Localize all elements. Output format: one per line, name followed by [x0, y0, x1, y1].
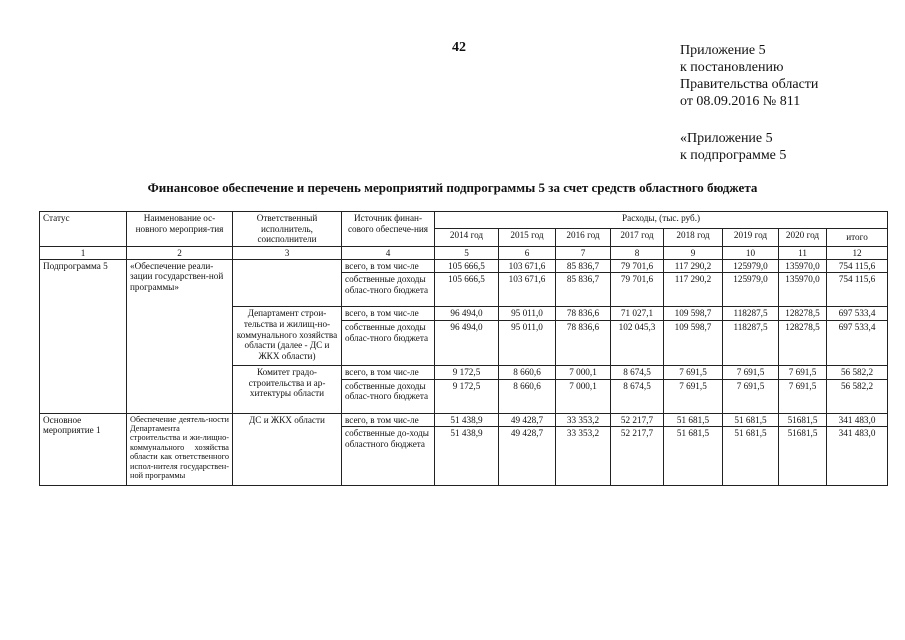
- executor-cell: ДС и ЖКХ области: [233, 413, 342, 486]
- value-cell: 96 494,0: [435, 307, 499, 321]
- value-cell: 51 681,5: [664, 427, 723, 486]
- appendix-block: [680, 42, 818, 110]
- header-executor: Ответственный исполнитель, соисполнители: [233, 212, 342, 247]
- page-number: 42: [452, 40, 466, 55]
- value-cell: 56 582,2: [827, 379, 888, 413]
- source-cell: всего, в том чис-ле: [342, 365, 435, 379]
- column-number: 4: [342, 246, 435, 259]
- value-cell: 7 691,5: [723, 379, 779, 413]
- value-cell: 118287,5: [723, 320, 779, 365]
- source-cell: всего, в том чис-ле: [342, 413, 435, 427]
- value-cell: 49 428,7: [499, 413, 556, 427]
- header-year: 2018 год: [664, 229, 723, 246]
- value-cell: 8 660,6: [499, 365, 556, 379]
- executor-cell: Комитет градо-строительства и ар-хитектуры области: [233, 365, 342, 413]
- status-cell: Подпрограмма 5: [40, 259, 127, 413]
- appendix-subprogram-block: [680, 130, 786, 164]
- value-cell: 49 428,7: [499, 427, 556, 486]
- value-cell: 128278,5: [779, 320, 827, 365]
- column-number: 9: [664, 246, 723, 259]
- value-cell: 56 582,2: [827, 365, 888, 379]
- page-title: Финансовое обеспечение и перечень мероприятий подпрограммы 5 за счет средств областного бюджета: [147, 180, 758, 195]
- value-cell: 103 671,6: [499, 259, 556, 273]
- value-cell: 7 691,5: [664, 379, 723, 413]
- value-cell: 33 353,2: [556, 427, 611, 486]
- value-cell: 85 836,7: [556, 259, 611, 273]
- header-year: 2017 год: [611, 229, 664, 246]
- value-cell: 78 836,6: [556, 320, 611, 365]
- source-cell: собственные до-ходы областного бюджета: [342, 427, 435, 486]
- value-cell: 135970,0: [779, 259, 827, 273]
- value-cell: 52 217,7: [611, 413, 664, 427]
- value-cell: 341 483,0: [827, 427, 888, 486]
- header-year: 2015 год: [499, 229, 556, 246]
- appendix-line: «Приложение 5: [680, 131, 773, 146]
- value-cell: 117 290,2: [664, 259, 723, 273]
- value-cell: 85 836,7: [556, 273, 611, 307]
- value-cell: 8 674,5: [611, 365, 664, 379]
- value-cell: 105 666,5: [435, 259, 499, 273]
- header-status: Статус: [40, 212, 127, 247]
- column-number: 5: [435, 246, 499, 259]
- value-cell: 51681,5: [779, 427, 827, 486]
- value-cell: 118287,5: [723, 307, 779, 321]
- value-cell: 95 011,0: [499, 307, 556, 321]
- value-cell: 109 598,7: [664, 307, 723, 321]
- source-cell: всего, в том чис-ле: [342, 259, 435, 273]
- value-cell: 7 691,5: [779, 365, 827, 379]
- value-cell: 125979,0: [723, 273, 779, 307]
- header-name: Наименование ос-новного мероприя-тия: [127, 212, 233, 247]
- column-number: 8: [611, 246, 664, 259]
- value-cell: 78 836,6: [556, 307, 611, 321]
- name-cell: «Обеспечение реали-зации государствен-ной программы»: [127, 259, 233, 413]
- value-cell: 51 681,5: [664, 413, 723, 427]
- column-number: 11: [779, 246, 827, 259]
- executor-cell: [233, 259, 342, 307]
- value-cell: 125979,0: [723, 259, 779, 273]
- header-year: 2019 год: [723, 229, 779, 246]
- source-cell: собственные доходы облас-тного бюджета: [342, 320, 435, 365]
- column-number: 3: [233, 246, 342, 259]
- column-numbers-row: [40, 246, 888, 259]
- value-cell: 105 666,5: [435, 273, 499, 307]
- value-cell: 96 494,0: [435, 320, 499, 365]
- value-cell: 51 438,9: [435, 413, 499, 427]
- column-number: 2: [127, 246, 233, 259]
- column-number: 6: [499, 246, 556, 259]
- value-cell: 95 011,0: [499, 320, 556, 365]
- value-cell: 7 000,1: [556, 365, 611, 379]
- status-cell: Основное мероприятие 1: [40, 413, 127, 486]
- value-cell: 128278,5: [779, 307, 827, 321]
- appendix-line: к постановлению: [680, 60, 784, 75]
- appendix-line: Правительства области: [680, 77, 819, 92]
- source-cell: собственные доходы облас-тного бюджета: [342, 273, 435, 307]
- value-cell: 697 533,4: [827, 320, 888, 365]
- financing-table: [39, 211, 888, 486]
- header-year: 2014 год: [435, 229, 499, 246]
- value-cell: 51 681,5: [723, 413, 779, 427]
- name-cell: Обеспечение деятель-ности Департамента строительства и жи-лищно-коммунального хозяйства области как ответственного испол-нителя государствен-ной программы: [127, 413, 233, 486]
- value-cell: 117 290,2: [664, 273, 723, 307]
- value-cell: 79 701,6: [611, 259, 664, 273]
- value-cell: 33 353,2: [556, 413, 611, 427]
- header-expenses: Расходы, (тыс. руб.): [435, 212, 888, 229]
- value-cell: 7 691,5: [664, 365, 723, 379]
- value-cell: 79 701,6: [611, 273, 664, 307]
- appendix-line: к подпрограмме 5: [680, 148, 787, 163]
- value-cell: 7 691,5: [723, 365, 779, 379]
- value-cell: 697 533,4: [827, 307, 888, 321]
- value-cell: 7 691,5: [779, 379, 827, 413]
- value-cell: 52 217,7: [611, 427, 664, 486]
- source-cell: всего, в том чис-ле: [342, 307, 435, 321]
- executor-cell: Департамент строи-тельства и жилищ-но-коммунального хозяйства области (далее - ДС и ЖКХ области): [233, 307, 342, 366]
- value-cell: 9 172,5: [435, 365, 499, 379]
- value-cell: 341 483,0: [827, 413, 888, 427]
- value-cell: 71 027,1: [611, 307, 664, 321]
- column-number: 7: [556, 246, 611, 259]
- value-cell: 8 660,6: [499, 379, 556, 413]
- column-number: 10: [723, 246, 779, 259]
- value-cell: 51 438,9: [435, 427, 499, 486]
- header-year: 2016 год: [556, 229, 611, 246]
- value-cell: 109 598,7: [664, 320, 723, 365]
- appendix-line: Приложение 5: [680, 43, 766, 58]
- source-cell: собственные доходы облас-тного бюджета: [342, 379, 435, 413]
- value-cell: 103 671,6: [499, 273, 556, 307]
- header-source: Источник финан-сового обеспече-ния: [342, 212, 435, 247]
- header-year: 2020 год: [779, 229, 827, 246]
- table-row: [40, 259, 888, 273]
- value-cell: 135970,0: [779, 273, 827, 307]
- value-cell: 7 000,1: [556, 379, 611, 413]
- value-cell: 102 045,3: [611, 320, 664, 365]
- value-cell: 8 674,5: [611, 379, 664, 413]
- value-cell: 51 681,5: [723, 427, 779, 486]
- header-total: итого: [827, 229, 888, 246]
- table-row: [40, 413, 888, 427]
- appendix-line: от 08.09.2016 № 811: [680, 94, 801, 109]
- value-cell: 754 115,6: [827, 259, 888, 273]
- value-cell: 754 115,6: [827, 273, 888, 307]
- column-number: 1: [40, 246, 127, 259]
- column-number: 12: [827, 246, 888, 259]
- value-cell: 9 172,5: [435, 379, 499, 413]
- value-cell: 51681,5: [779, 413, 827, 427]
